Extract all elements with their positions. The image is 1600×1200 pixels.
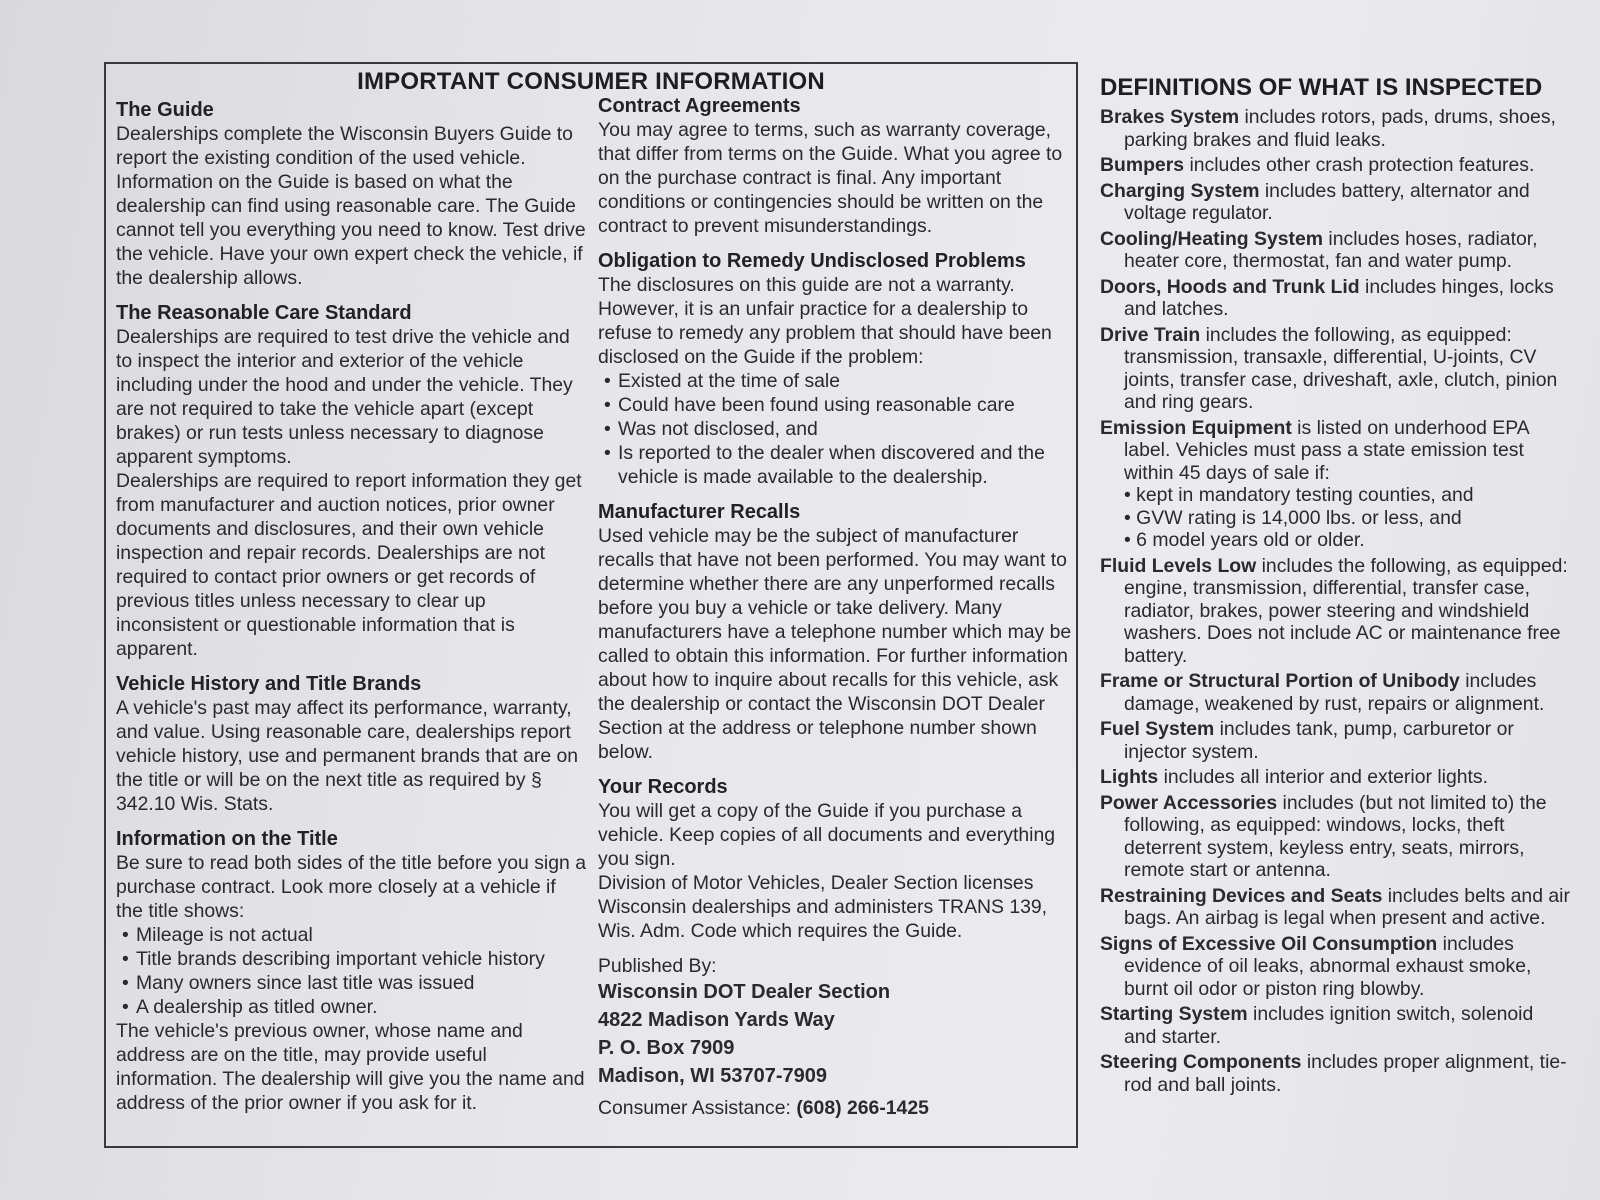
definition-desc: includes ignition switch, solenoid and starter. xyxy=(1124,1003,1534,1048)
section-heading: Your Records xyxy=(598,776,728,798)
section-heading: The Guide xyxy=(116,99,214,121)
definition-item xyxy=(1100,180,1570,225)
definition-term: Power Accessories xyxy=(1100,791,1278,814)
section-heading: Contract Agreements xyxy=(598,95,801,117)
section-heading: The Reasonable Care Standard xyxy=(116,302,412,324)
list-item: • Is reported to the dealer when discovered and the vehicle is made available to the dealership. xyxy=(598,441,1073,489)
publisher-street: 4822 Madison Yards Way xyxy=(598,1009,835,1031)
definition-item xyxy=(1100,670,1570,715)
section-heading: Obligation to Remedy Undisclosed Problems xyxy=(598,250,1026,272)
section-text: The vehicle's previous owner, whose name and address are on the title, may provide useful information. The dealership will give you the name and address of the prior owner if you ask for it. xyxy=(116,1020,585,1114)
definition-bullet: • 6 model years old or older. xyxy=(1124,529,1365,551)
definition-desc: includes tank, pump, carburetor or injector system. xyxy=(1124,718,1514,763)
definitions-column xyxy=(1100,72,1570,1099)
list-item: • Existed at the time of sale xyxy=(598,369,1073,393)
section-recalls xyxy=(598,500,1073,764)
list-item: • Title brands describing important vehicle history xyxy=(116,947,586,971)
list-item: • Mileage is not actual xyxy=(116,923,586,947)
definitions-list xyxy=(1100,106,1570,1096)
section-reasonable-care xyxy=(116,301,586,661)
definition-bullet: • kept in mandatory testing counties, and xyxy=(1124,484,1474,506)
list-item: • Could have been found using reasonable care xyxy=(598,393,1073,417)
section-records xyxy=(598,775,1073,943)
section-heading: Manufacturer Recalls xyxy=(598,501,801,523)
definition-term: Emission Equipment xyxy=(1100,416,1292,439)
consumer-assistance xyxy=(598,1096,1073,1120)
consumer-info-box xyxy=(104,62,1078,1148)
definition-desc: includes hinges, locks and latches. xyxy=(1124,275,1554,320)
publisher-city: Madison, WI 53707-7909 xyxy=(598,1065,827,1087)
section-obligation xyxy=(598,249,1073,489)
definition-desc: includes rotors, pads, drums, shoes, parking brakes and fluid leaks. xyxy=(1124,106,1556,151)
list-item: • Was not disclosed, and xyxy=(598,417,1073,441)
section-text: A vehicle's past may affect its performance, warranty, and value. Using reasonable care, dealerships report vehicle history, use and permanent brands that are on the title or will be on the next title as required by § 342.10 Wis. Stats. xyxy=(116,697,579,815)
definition-item xyxy=(1100,933,1570,1001)
publisher-po-box: P. O. Box 7909 xyxy=(598,1037,735,1059)
definition-desc: includes the following, as equipped: transmission, transaxle, differential, U-joints, CV joints, transfer case, driveshaft, axle, clutch, pinion and ring gears. xyxy=(1124,323,1558,413)
section-text: Division of Motor Vehicles, Dealer Section licenses Wisconsin dealerships and administers TRANS 139, Wis. Adm. Code which requires the Guide. xyxy=(598,872,1048,942)
definition-desc: includes damage, weakened by rust, repairs or alignment. xyxy=(1124,670,1545,715)
definition-item xyxy=(1100,417,1570,552)
definition-term: Brakes System xyxy=(1100,106,1240,128)
definition-desc: includes battery, alternator and voltage regulator. xyxy=(1124,179,1530,224)
section-title-info xyxy=(116,827,586,1115)
definitions-title: DEFINITIONS OF WHAT IS INSPECTED xyxy=(1100,74,1543,101)
definition-term: Fluid Levels Low xyxy=(1100,554,1257,577)
section-vehicle-history xyxy=(116,672,586,816)
definition-term: Starting System xyxy=(1100,1003,1248,1025)
section-text: You may agree to terms, such as warranty coverage, that differ from terms on the Guide. What you agree to on the purchase contract is final. Any important conditions or contingencies should be written on the contract to prevent misunderstandings. xyxy=(598,119,1063,237)
definition-item xyxy=(1100,792,1570,882)
list-item: • A dealership as titled owner. xyxy=(116,995,586,1019)
definition-term: Drive Train xyxy=(1100,323,1201,346)
section-the-guide xyxy=(116,98,586,290)
definition-term: Cooling/Heating System xyxy=(1100,227,1324,250)
section-text: Used vehicle may be the subject of manufacturer recalls that have not been performed. You may want to determine whether there are any unperformed recalls before you buy a vehicle or take delivery. Many manufacturers have a telephone number which may be called to obtain this information. For further information about how to inquire about recalls for this vehicle, ask the dealership or contact the Wisconsin DOT Dealer Section at the address or telephone number shown below. xyxy=(598,525,1072,763)
definition-desc: is listed on underhood EPA label. Vehicles must pass a state emission test within 45 days of sale if: xyxy=(1124,416,1529,484)
definition-term: Fuel System xyxy=(1100,718,1215,740)
definition-item xyxy=(1100,885,1570,930)
definition-item xyxy=(1100,1003,1570,1048)
consumer-info-left-column xyxy=(116,98,586,1126)
definition-desc: includes hoses, radiator, heater core, thermostat, fan and water pump. xyxy=(1124,227,1538,272)
definition-item xyxy=(1100,1051,1570,1096)
definition-item xyxy=(1100,324,1570,414)
section-heading: Information on the Title xyxy=(116,828,338,850)
definition-item xyxy=(1100,555,1570,668)
definition-term: Doors, Hoods and Trunk Lid xyxy=(1100,275,1360,298)
section-text: Dealerships complete the Wisconsin Buyers Guide to report the existing condition of the used vehicle. Information on the Guide is based on what the dealership can find using reasonable care. The Guide cannot tell you everything you need to know. Test drive the vehicle. Have your own expert check the vehicle, if the dealership allows. xyxy=(116,123,586,289)
definition-item xyxy=(1100,228,1570,273)
definition-bullet: • GVW rating is 14,000 lbs. or less, and xyxy=(1124,506,1462,529)
definition-term: Lights xyxy=(1100,766,1159,788)
title-bullet-list xyxy=(116,923,586,1019)
definition-desc: includes proper alignment, tie-rod and ball joints. xyxy=(1124,1051,1567,1096)
definition-term: Frame or Structural Portion of Unibody xyxy=(1100,670,1460,692)
section-text: Dealerships are required to report information they get from manufacturer and auction notices, prior owner documents and disclosures, and their own vehicle inspection and repair records. Dealerships are not required to contact prior owners or get records of previous titles unless necessary to clear up inconsistent or questionable information that is apparent. xyxy=(116,470,582,660)
publisher-name: Wisconsin DOT Dealer Section xyxy=(598,981,891,1003)
definition-term: Charging System xyxy=(1100,179,1260,202)
section-text: Dealerships are required to test drive the vehicle and to inspect the interior and exterior of the vehicle including under the hood and under the vehicle. They are not required to take the vehicle apart (except brakes) or run tests unless necessary to diagnose apparent symptoms. xyxy=(116,326,573,468)
definition-desc: includes belts and air bags. An airbag is legal when present and active. xyxy=(1124,884,1570,929)
definition-item xyxy=(1100,106,1570,151)
section-text: The disclosures on this guide are not a warranty. However, it is an unfair practice for a dealership to refuse to remedy any problem that should have been disclosed on the Guide if the problem: xyxy=(598,274,1052,368)
definition-term: Steering Components xyxy=(1100,1051,1302,1073)
section-text: Be sure to read both sides of the title before you sign a purchase contract. Look more closely at a vehicle if the title shows: xyxy=(116,852,586,922)
section-contract xyxy=(598,94,1073,238)
definition-term: Bumpers xyxy=(1100,154,1185,176)
publisher-block xyxy=(598,954,1073,1120)
definition-desc: includes evidence of oil leaks, abnormal exhaust smoke, burnt oil odor or piston ring blowby. xyxy=(1124,932,1532,1000)
definition-item xyxy=(1100,766,1570,789)
consumer-info-right-column xyxy=(598,94,1073,1131)
definition-item xyxy=(1100,154,1570,177)
section-text: You will get a copy of the Guide if you purchase a vehicle. Keep copies of all documents and everything you sign. xyxy=(598,800,1056,870)
definition-item xyxy=(1100,276,1570,321)
definition-term: Signs of Excessive Oil Consumption xyxy=(1100,932,1438,955)
section-heading: Vehicle History and Title Brands xyxy=(116,673,422,695)
obligation-bullet-list xyxy=(598,369,1073,489)
definition-desc: includes (but not limited to) the following, as equipped: windows, locks, theft deterrent system, keyless entry, seats, mirrors, remote start or antenna. xyxy=(1124,791,1547,881)
list-item: • Many owners since last title was issued xyxy=(116,971,586,995)
consumer-info-title: IMPORTANT CONSUMER INFORMATION xyxy=(357,68,825,95)
assistance-phone: (608) 266-1425 xyxy=(796,1097,929,1119)
definition-item xyxy=(1100,718,1570,763)
assistance-label: Consumer Assistance: xyxy=(598,1097,791,1119)
definition-term: Restraining Devices and Seats xyxy=(1100,884,1383,907)
publisher-label: Published By: xyxy=(598,955,717,977)
definition-desc: includes the following, as equipped: engine, transmission, differential, transfer case, radiator, brakes, power steering and windshield washers. Does not include AC or maintenance free battery. xyxy=(1124,554,1568,667)
definition-desc: includes all interior and exterior lights. xyxy=(1163,766,1488,788)
definition-desc: includes other crash protection features. xyxy=(1189,154,1535,176)
